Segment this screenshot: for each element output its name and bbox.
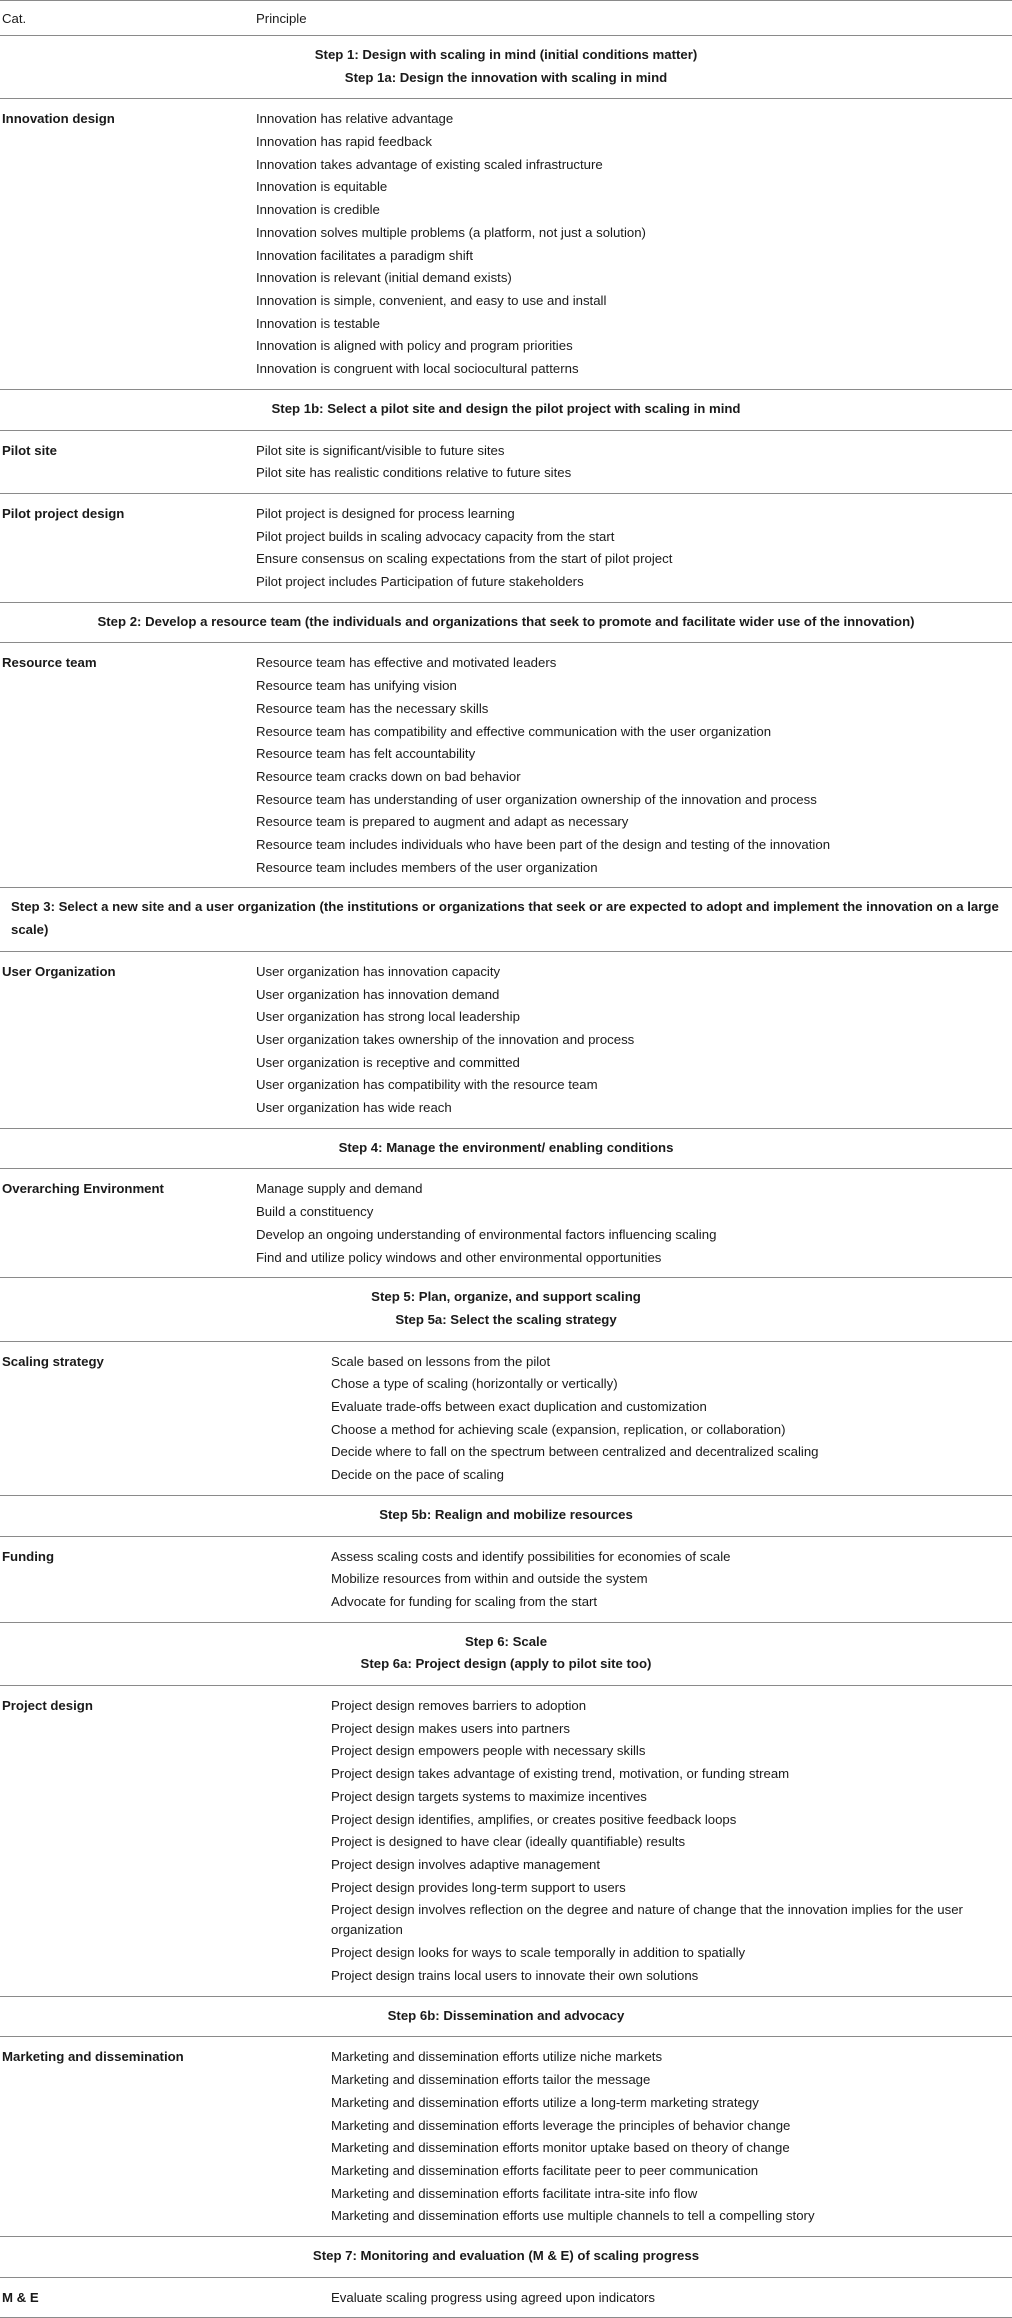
step-title: Step 1a: Design the innovation with scaling in mind	[344, 69, 668, 85]
principle-item: Project design trains local users to innovate their own solutions	[331, 1968, 699, 1984]
principle-item: Resource team includes members of the user organization	[256, 859, 598, 875]
step-heading	[0, 603, 1012, 644]
column-header-principle: Principle	[256, 10, 307, 26]
principle-item: Resource team has the necessary skills	[256, 700, 489, 716]
category-cell: Pilot site	[2, 442, 57, 458]
step-heading	[0, 390, 1012, 431]
principle-item: Marketing and dissemination efforts tailor the message	[331, 2072, 651, 2088]
principle-item: Develop an ongoing understanding of environmental factors influencing scaling	[256, 1226, 717, 1242]
principle-item: Project design identifies, amplifies, or creates positive feedback loops	[331, 1811, 737, 1827]
principle-item: Scale based on lessons from the pilot	[331, 1353, 551, 1369]
principle-item: Marketing and dissemination efforts facilitate intra-site info flow	[331, 2185, 698, 2201]
step-title: Step 5: Plan, organize, and support scaling	[371, 1289, 641, 1305]
table-row	[0, 99, 1012, 389]
principle-list	[331, 2046, 1012, 2228]
principle-list	[331, 1351, 1012, 1487]
principle-item: Project design takes advantage of existing trend, motivation, or funding stream	[331, 1766, 790, 1782]
principle-item: Build a constituency	[256, 1204, 374, 1220]
principle-list	[256, 440, 1012, 485]
principle-list	[256, 961, 1012, 1120]
principle-item: Marketing and dissemination efforts use multiple channels to tell a compelling story	[331, 2208, 815, 2224]
principle-item: Pilot site is significant/visible to future sites	[256, 442, 505, 458]
category-cell: User Organization	[2, 963, 116, 979]
table-row	[0, 1342, 1012, 1496]
principle-list	[331, 1546, 1012, 1614]
principle-item: Pilot site has realistic conditions relative to future sites	[256, 465, 572, 481]
principle-item: Innovation solves multiple problems (a platform, not just a solution)	[256, 224, 646, 240]
step-heading	[0, 1997, 1012, 2038]
principle-item: User organization has wide reach	[256, 1100, 452, 1116]
principle-list	[256, 503, 1012, 594]
step-title: Step 4: Manage the environment/ enabling conditions	[338, 1139, 674, 1155]
principle-item: User organization is receptive and committed	[256, 1054, 520, 1070]
category-cell: Overarching Environment	[2, 1181, 164, 1197]
principle-item: Choose a method for achieving scale (expansion, replication, or collaboration)	[331, 1421, 786, 1437]
principle-list	[256, 1178, 1012, 1269]
principle-item: Mobilize resources from within and outside the system	[331, 1571, 648, 1587]
principle-item: Innovation takes advantage of existing scaled infrastructure	[256, 156, 603, 172]
step-title: Step 1: Design with scaling in mind (initial conditions matter)	[314, 47, 698, 62]
category-cell: Project design	[2, 1698, 93, 1714]
step-title: Step 3: Select a new site and a user organization (the institutions or organizations that seek or are expected to adopt and implement the innovation on a large scale)	[11, 899, 999, 938]
principle-item: User organization has strong local leadership	[256, 1009, 520, 1025]
principle-item: Resource team has effective and motivated leaders	[256, 655, 557, 671]
step-heading	[0, 1496, 1012, 1537]
principle-item: Innovation is testable	[256, 315, 380, 331]
principle-item: Decide on the pace of scaling	[331, 1467, 505, 1483]
principle-item: Manage supply and demand	[256, 1181, 423, 1197]
step-heading	[0, 1129, 1012, 1170]
principle-item: Project design involves adaptive management	[331, 1856, 601, 1872]
principle-item: Advocate for funding for scaling from the start	[331, 1593, 598, 1609]
step-title: Step 5b: Realign and mobilize resources	[379, 1506, 633, 1522]
principle-item: Marketing and dissemination efforts utilize a long-term marketing strategy	[331, 2094, 759, 2110]
principle-item: Innovation has rapid feedback	[256, 134, 432, 150]
principle-item: Innovation is aligned with policy and program priorities	[256, 338, 573, 354]
principle-item: Project design removes barriers to adoption	[331, 1698, 587, 1714]
table-row	[0, 2278, 1012, 2318]
category-cell: Innovation design	[2, 111, 115, 127]
principle-item: Pilot project includes Participation of future stakeholders	[256, 574, 584, 590]
principle-item: Chose a type of scaling (horizontally or vertically)	[331, 1376, 618, 1392]
principle-list	[256, 652, 1012, 879]
table-row	[0, 431, 1012, 494]
principle-item: Project design involves reflection on the degree and nature of change that the innovation implies for the user organization	[331, 1902, 963, 1938]
category-cell: Pilot project design	[2, 505, 125, 521]
principle-item: Pilot project is designed for process learning	[256, 505, 515, 521]
step-heading	[0, 1623, 1012, 1686]
table-row	[0, 494, 1012, 603]
step-title: Step 6b: Dissemination and advocacy	[387, 2007, 625, 2023]
principle-item: Evaluate trade-offs between exact duplication and customization	[331, 1399, 707, 1415]
step-title: Step 1b: Select a pilot site and design the pilot project with scaling in mind	[271, 400, 741, 416]
step-heading	[0, 2237, 1012, 2278]
principle-item: Evaluate scaling progress using agreed upon indicators	[331, 2289, 656, 2305]
principle-item: User organization has compatibility with the resource team	[256, 1077, 598, 1093]
step-heading	[0, 888, 1012, 951]
step-title: Step 5a: Select the scaling strategy	[395, 1311, 617, 1327]
principle-item: Pilot project builds in scaling advocacy capacity from the start	[256, 528, 615, 544]
principle-item: User organization has innovation demand	[256, 986, 500, 1002]
principle-item: Innovation is simple, convenient, and easy to use and install	[256, 293, 607, 308]
principle-item: Resource team includes individuals who have been part of the design and testing of the innovation	[256, 837, 831, 853]
principle-item: Marketing and dissemination efforts leverage the principles of behavior change	[331, 2117, 791, 2133]
principle-item: Decide where to fall on the spectrum between centralized and decentralized scaling	[331, 1444, 819, 1460]
principle-item: Innovation is equitable	[256, 179, 388, 195]
principle-item: Resource team has compatibility and effective communication with the user organization	[256, 723, 772, 739]
principle-item: Assess scaling costs and identify possibilities for economies of scale	[331, 1548, 731, 1564]
principle-item: Find and utilize policy windows and other environmental opportunities	[256, 1249, 662, 1265]
principle-item: Project design empowers people with necessary skills	[331, 1743, 646, 1759]
step-title: Step 6: Scale	[464, 1633, 548, 1649]
category-cell: Resource team	[2, 655, 97, 671]
step-heading	[0, 1278, 1012, 1341]
principle-item: Resource team has understanding of user organization ownership of the innovation and process	[256, 791, 817, 807]
principle-item: Project design targets systems to maximize incentives	[331, 1788, 647, 1804]
step-title: Step 2: Develop a resource team (the individuals and organizations that seek to promote and facilitate wider use of the innovation)	[97, 613, 915, 629]
principle-list	[331, 1695, 1012, 1988]
principle-item: Innovation facilitates a paradigm shift	[256, 247, 473, 263]
category-cell: Funding	[2, 1548, 54, 1564]
category-cell: Scaling strategy	[2, 1353, 104, 1369]
table-row	[0, 643, 1012, 888]
step-title: Step 7: Monitoring and evaluation (M & E) of scaling progress	[312, 2248, 700, 2264]
step-title: Step 6a: Project design (apply to pilot site too)	[360, 1656, 652, 1672]
principle-item: Ensure consensus on scaling expectations from the start of pilot project	[256, 551, 673, 567]
table-row	[0, 2037, 1012, 2237]
step-heading	[0, 36, 1012, 99]
table-row	[0, 1537, 1012, 1623]
principle-list	[331, 2287, 1012, 2310]
principle-item: Marketing and dissemination efforts utilize niche markets	[331, 2049, 663, 2065]
table-body	[0, 36, 1012, 2318]
principle-item: Marketing and dissemination efforts monitor uptake based on theory of change	[331, 2140, 790, 2156]
principle-item: User organization takes ownership of the innovation and process	[256, 1031, 635, 1047]
principle-item: Innovation has relative advantage	[256, 111, 454, 127]
category-cell: M & E	[2, 2289, 39, 2305]
principle-item: User organization has innovation capacity	[256, 963, 501, 979]
principle-list	[256, 108, 1012, 380]
table-header	[0, 1, 1012, 36]
column-header-cat: Cat.	[2, 10, 27, 26]
principle-item: Resource team has felt accountability	[256, 746, 476, 762]
principle-item: Resource team is prepared to augment and adapt as necessary	[256, 814, 629, 830]
principle-item: Project design makes users into partners	[331, 1720, 570, 1736]
principle-item: Project design provides long-term support to users	[331, 1879, 626, 1895]
category-cell: Marketing and dissemination	[2, 2049, 184, 2065]
table-row	[0, 1686, 1012, 1997]
principle-item: Resource team has unifying vision	[256, 678, 457, 694]
principle-item: Innovation is congruent with local sociocultural patterns	[256, 361, 579, 377]
principle-item: Resource team cracks down on bad behavior	[256, 768, 521, 784]
principle-item: Project design looks for ways to scale temporally in addition to spatially	[331, 1945, 746, 1961]
principle-item: Innovation is credible	[256, 202, 380, 218]
principle-item: Project is designed to have clear (ideally quantifiable) results	[331, 1834, 686, 1850]
principle-item: Marketing and dissemination efforts facilitate peer to peer communication	[331, 2162, 759, 2178]
table-row	[0, 952, 1012, 1129]
principle-item: Innovation is relevant (initial demand exists)	[256, 270, 512, 286]
table-row	[0, 1169, 1012, 1278]
